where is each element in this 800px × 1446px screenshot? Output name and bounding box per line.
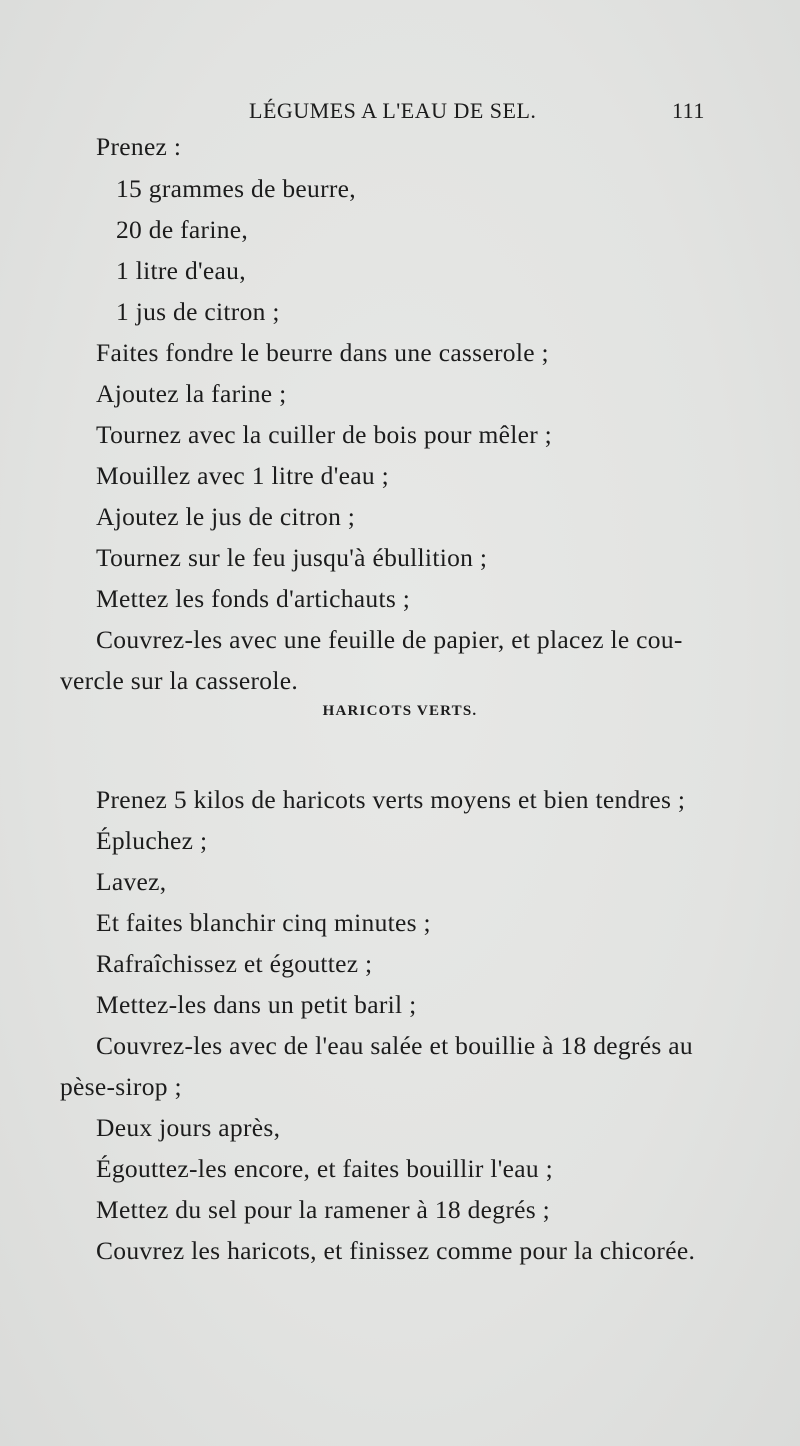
text-line: Couvrez-les avec une feuille de papier, et placez le cou- <box>96 625 683 654</box>
text-line: Couvrez-les avec de l'eau salée et bouillie à 18 degrés au <box>96 1031 693 1060</box>
section-title: HARICOTS VERTS. <box>322 703 478 719</box>
text-line: 1 litre d'eau, <box>116 256 246 285</box>
text-line: 1 jus de citron ; <box>116 297 280 326</box>
text-line: 15 grammes de beurre, <box>116 174 356 203</box>
text-line: Et faites blanchir cinq minutes ; <box>96 908 431 937</box>
text-line: Lavez, <box>96 867 167 896</box>
text-line: Mettez-les dans un petit baril ; <box>96 990 417 1019</box>
text-line: Prenez : <box>96 132 182 161</box>
text-line: vercle sur la casserole. <box>60 666 298 695</box>
text-line: Mettez les fonds d'artichauts ; <box>96 584 411 613</box>
text-line: Deux jours après, <box>96 1113 281 1142</box>
running-head <box>0 98 800 128</box>
text-line: Tournez avec la cuiller de bois pour mêler ; <box>96 420 553 449</box>
text-line: Ajoutez la farine ; <box>96 379 287 408</box>
text-line: Ajoutez le jus de citron ; <box>96 502 356 531</box>
page-number: 111 <box>672 98 705 123</box>
text-line: Prenez 5 kilos de haricots verts moyens et bien tendres ; <box>96 785 686 814</box>
text-line: Tournez sur le feu jusqu'à ébullition ; <box>96 543 488 572</box>
text-line: Mettez du sel pour la ramener à 18 degrés ; <box>96 1195 551 1224</box>
text-line: pèse-sirop ; <box>60 1072 182 1101</box>
text-line: Rafraîchissez et égouttez ; <box>96 949 373 978</box>
text-line: Couvrez les haricots, et finissez comme pour la chicorée. <box>96 1236 696 1265</box>
text-line: Égouttez-les encore, et faites bouillir l'eau ; <box>96 1154 553 1183</box>
text-line: Mouillez avec 1 litre d'eau ; <box>96 461 389 490</box>
text-line: Faites fondre le beurre dans une casserole ; <box>96 338 549 367</box>
text-line: 20 de farine, <box>116 215 249 244</box>
text-line: Épluchez ; <box>96 826 208 855</box>
running-head-title: LÉGUMES A L'EAU DE SEL. <box>249 98 537 123</box>
